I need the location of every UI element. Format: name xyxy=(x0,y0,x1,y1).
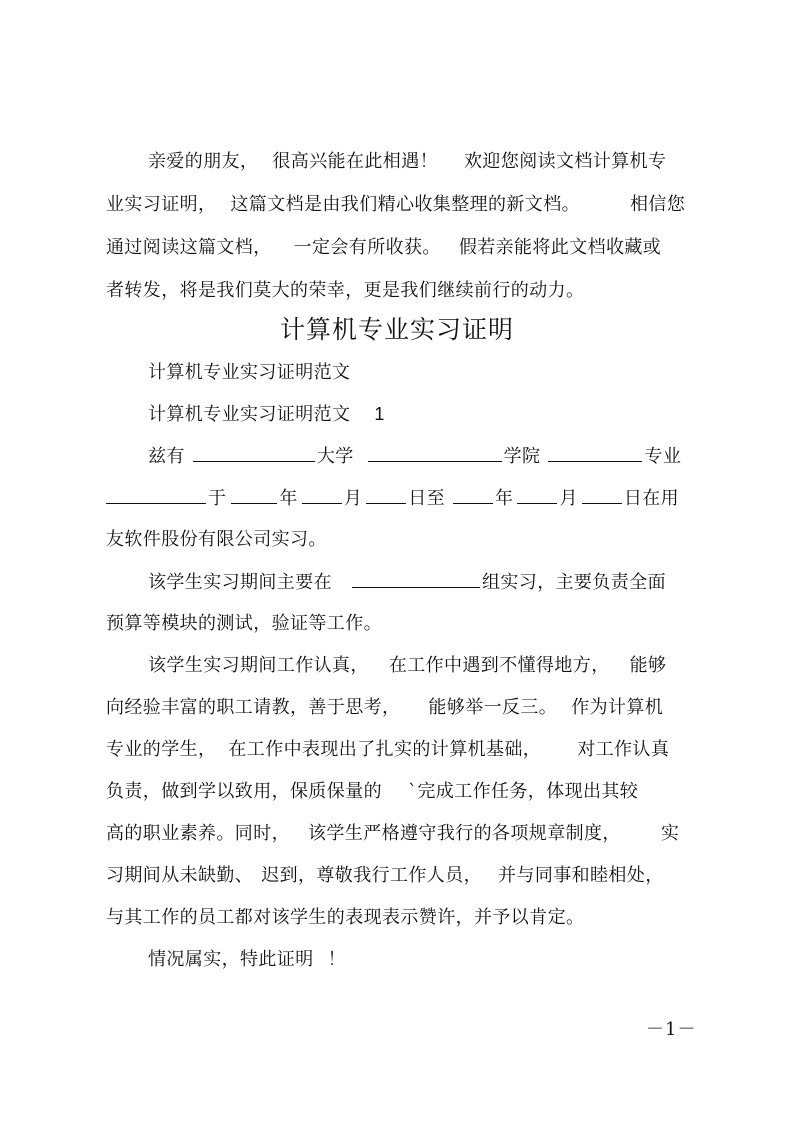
cert-p3-line-4 xyxy=(106,780,638,804)
sample-heading xyxy=(148,402,385,427)
sample-number: 1 xyxy=(374,404,385,424)
blank-field-university xyxy=(193,444,315,462)
cert-text: 年 xyxy=(495,488,514,509)
blank-field-end-year xyxy=(453,486,493,504)
intro-text: 者转发，将是我们莫大的荣幸，更是我们继续前行的动力。 xyxy=(106,280,585,301)
intro-line-4 xyxy=(106,279,584,303)
cert-text: 日在用 xyxy=(623,488,680,509)
intro-text: 假若亲能将此文档收藏或 xyxy=(458,237,662,258)
blank-field-end-month xyxy=(517,486,557,504)
cert-p3-line-5 xyxy=(106,822,679,846)
cert-text: `完成工作任务，体现出其较 xyxy=(408,781,639,802)
cert-text: 负责，做到学以致用，保质保量的 xyxy=(106,781,382,802)
cert-p3-line-2 xyxy=(106,696,663,720)
blank-field-end-day xyxy=(582,486,622,504)
intro-text: 这篇文档是由我们精心收集整理的新文档。 xyxy=(230,194,581,215)
blank-field-start-year xyxy=(231,486,277,504)
cert-text: 作为计算机 xyxy=(571,697,664,718)
cert-text: 情况属实，特此证明 xyxy=(148,949,314,970)
cert-p3-line-6 xyxy=(106,864,664,888)
cert-text: 专业 xyxy=(644,446,682,467)
cert-text: 习期间从未缺勤、 xyxy=(106,865,254,886)
cert-text: 组实习，主要负责全面 xyxy=(482,572,666,593)
document-title: 计算机专业实习证明 xyxy=(279,315,514,344)
cert-text: 该学生实习期间主要在 xyxy=(148,572,332,593)
cert-text: 月 xyxy=(559,488,578,509)
cert-p4-line-1 xyxy=(148,948,346,972)
intro-text: 相信您 xyxy=(630,194,686,215)
intro-text: 很高兴能在此相遇！ xyxy=(272,151,439,172)
subtitle: 计算机专业实习证明范文 xyxy=(148,362,351,383)
cert-text: 向经验丰富的职工请教，善于思考， xyxy=(106,697,401,718)
cert-text: 于 xyxy=(208,488,227,509)
blank-field-name xyxy=(106,486,206,504)
cert-text: 该学生严格遵守我行的各项规章制度， xyxy=(308,823,621,844)
intro-line-1 xyxy=(148,150,666,174)
cert-text: 实 xyxy=(660,823,680,844)
cert-text: 兹有 xyxy=(148,446,185,467)
blank-field-start-month xyxy=(302,486,342,504)
cert-p1-line-1 xyxy=(148,444,681,469)
cert-p1-line-3: 友软件股份有限公司实习。 xyxy=(106,529,327,550)
cert-text: 专业的学生， xyxy=(106,739,217,760)
intro-text: 业实习证明， xyxy=(106,194,217,215)
cert-p3-line-1 xyxy=(148,654,666,678)
cert-text: ！ xyxy=(327,949,347,970)
blank-field-college xyxy=(368,444,502,462)
cert-text: 大学 xyxy=(316,446,354,467)
cert-text: 能够举一反三。 xyxy=(428,697,558,718)
cert-text: 并与同事和睦相处， xyxy=(498,865,664,886)
cert-text: 学院 xyxy=(503,446,541,467)
cert-text: 年 xyxy=(279,488,298,509)
blank-field-group xyxy=(352,570,480,588)
page-number: －1－ xyxy=(646,1019,697,1040)
cert-text: 该学生实习期间工作认真， xyxy=(148,655,369,676)
cert-p2-line-2: 预算等模块的测试，验证等工作。 xyxy=(106,613,382,634)
intro-text: 亲爱的朋友， xyxy=(148,151,259,172)
cert-text: 在工作中表现出了扎实的计算机基础， xyxy=(228,739,542,760)
cert-text: 月 xyxy=(343,488,363,509)
intro-text: 一定会有所收获。 xyxy=(293,237,441,258)
sample-heading-text: 计算机专业实习证明范文 xyxy=(148,404,351,425)
cert-p2-line-1 xyxy=(148,570,666,595)
intro-text: 通过阅读这篇文档， xyxy=(106,237,272,258)
cert-text: 在工作中遇到不懂得地方， xyxy=(388,655,610,676)
intro-text: 欢迎您阅读文档计算机专 xyxy=(464,151,667,172)
cert-p1-line-2 xyxy=(106,486,679,511)
cert-text: 迟到，尊敬我行工作人员， xyxy=(261,865,483,886)
cert-p3-line-7: 与其工作的员工都对该学生的表现表示赞许，并予以肯定。 xyxy=(106,907,585,928)
cert-p3-line-3 xyxy=(106,738,669,762)
cert-text: 对工作认真 xyxy=(577,739,670,760)
cert-text: 高的职业素养。同时， xyxy=(106,823,290,844)
blank-field-start-day xyxy=(366,486,406,504)
cert-text: 能够 xyxy=(629,655,667,676)
intro-line-3 xyxy=(106,236,661,260)
cert-text: 日至 xyxy=(408,488,446,509)
intro-line-2 xyxy=(106,193,685,217)
blank-field-major xyxy=(548,444,642,462)
